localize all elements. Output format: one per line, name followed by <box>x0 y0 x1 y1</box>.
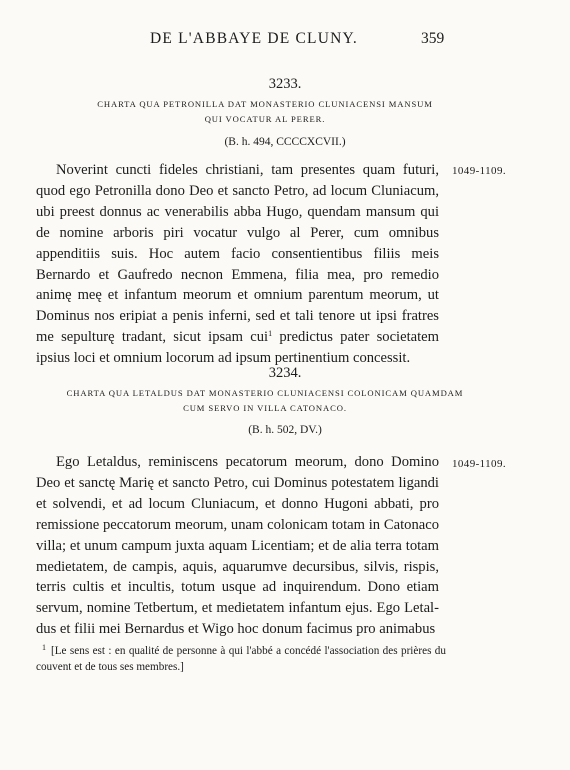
charter-title <box>60 97 470 127</box>
footnote-text: [Le sens est : en qualité de personne à qui l'abbé a concédé l'association des prières du couvent et de tous ses membres.] <box>36 645 446 673</box>
charter-title-line: CHARTA QUA LETALDUS DAT MONASTERIO CLUNIACENSI COLONICAM QUAMDAM <box>66 388 464 398</box>
charter-reference: (B. h. 502, DV.) <box>248 424 322 436</box>
footnote <box>36 640 446 675</box>
margin-date: 1049-1109. <box>452 458 507 470</box>
footnote-mark: 1 <box>42 643 46 652</box>
charter-text: Ego Letaldus, reminiscens pecatorum meorum, dono Domino Deo et sanctę Marię et sancto Petro, cui Dominus potestatem ligandi et solvendi, et ad locum Cluniacum, et donno Hugoni abbati, pro remissione peccatorum meorum, unam colonicam totam in Catonaco villa; et unum campum juxta aquam Licentiam; et de alia terra totam medietatem, de campis, aquis, aquarumve decursibus, silvis, rispis, terris cultis et incultis, totum usque ad inquirendum. Dono etiam servum, nomine Tetbertum, et medietatem infantum ejus. Ego Letaldus et filii mei Bernardus et Wigo hoc donum facimus pro animabus <box>36 454 439 638</box>
charter-title-line: QUI VOCATUR AL PERER. <box>204 114 326 124</box>
running-title: DE L'ABBAYE DE CLUNY. <box>150 30 358 47</box>
charter-title-line: CUM SERVO IN VILLA CATONACO. <box>183 403 347 413</box>
footnote-reference: 1 <box>268 329 273 339</box>
charter-reference: (B. h. 494, CCCCXCVII.) <box>224 136 346 148</box>
charter-text <box>36 160 439 369</box>
charter-number: 3233. <box>268 76 302 92</box>
page-number: 359 <box>421 30 445 47</box>
page-header <box>0 30 570 50</box>
charter-text-part: predictus pater societatem ipsius loci et omnium locorum ad ipsum pertinentium concessit. <box>36 329 439 367</box>
charter-title-line: CHARTA QUA PETRONILLA DAT MONASTERIO CLUNIACENSI MANSUM <box>97 99 433 109</box>
margin-date: 1049-1109. <box>452 165 507 177</box>
charter-title <box>60 386 470 416</box>
charter-text-part: Noverint cuncti fideles christiani, tam presentes quam futuri, quod ego Petronilla dono Deo et sancto Petro, ad locum Cluniacum, ubi preest donnus ac venerabilis abba Hugo, quendam mansum qui de nomine arboris piri vocatur vulgo al Perer, cum omnibus appenditiis suis. Hoc autem facio consentientibus filiis meis Bernardo et Gaufredo necnon Emmena, filia mea, pro remedio animę meę et infantum meorum et omnium parentum meorum, ut Dominus nos eripiat a penis inferni, sed et tali tenore ut ipsi fratres me sepulturę tradant, sicut ipsam cui <box>36 162 439 346</box>
charter-number: 3234. <box>268 365 302 381</box>
